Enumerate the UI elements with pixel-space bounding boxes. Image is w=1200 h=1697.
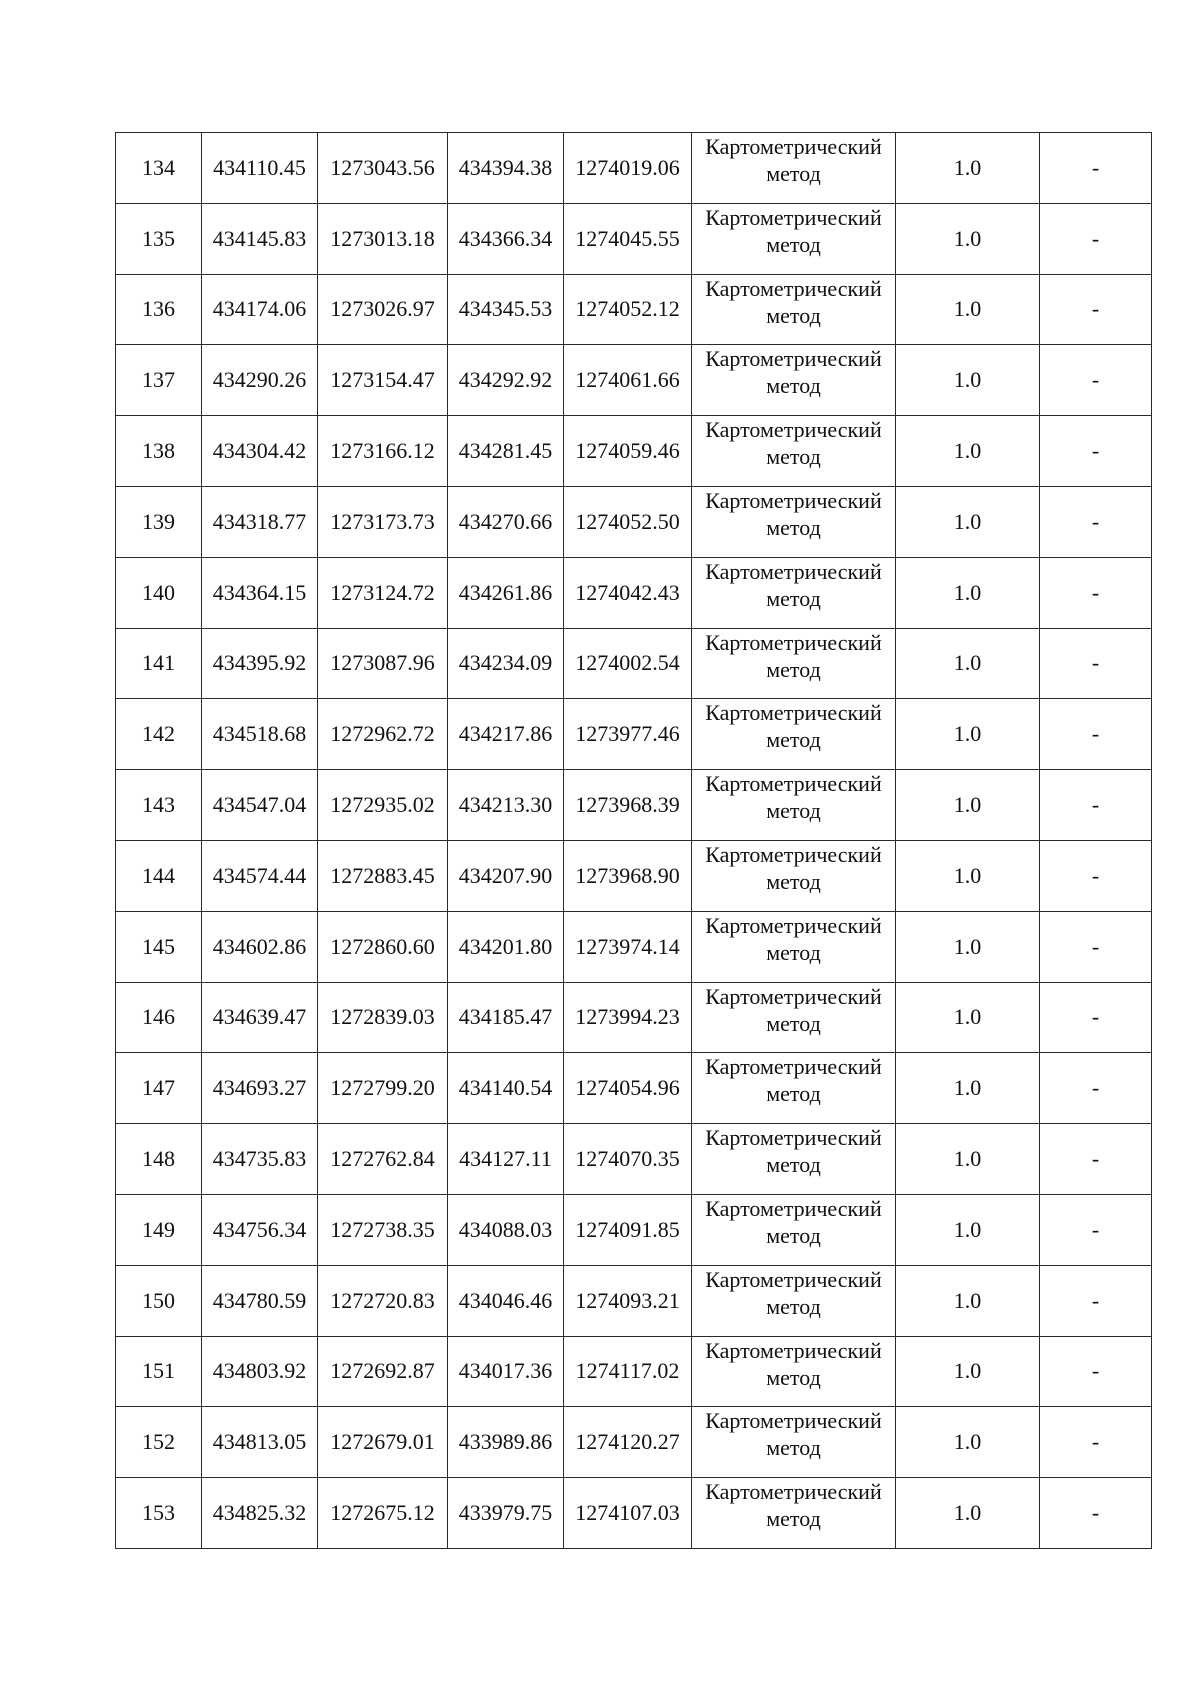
method-line-2: метод — [766, 585, 821, 611]
method-line-1: Картометрический — [705, 1125, 882, 1151]
method-line-1: Картометрический — [705, 841, 882, 867]
x-new-cell: 434127.11 — [448, 1124, 564, 1195]
x-new-cell: 434140.54 — [448, 1053, 564, 1124]
method-line-2: метод — [766, 514, 821, 540]
method-line-1: Картометрический — [705, 1408, 882, 1434]
x-old-cell: 434813.05 — [202, 1407, 318, 1478]
table-row — [116, 982, 1152, 1053]
note-cell: - — [1040, 628, 1152, 699]
x-old-cell: 434602.86 — [202, 911, 318, 982]
accuracy-cell: 1.0 — [896, 557, 1040, 628]
note-cell: - — [1040, 557, 1152, 628]
method-cell — [692, 557, 896, 628]
table-row — [116, 133, 1152, 204]
accuracy-cell: 1.0 — [896, 1194, 1040, 1265]
method-line-1: Картометрический — [705, 700, 882, 726]
y-old-cell: 1272799.20 — [318, 1053, 448, 1124]
y-old-cell: 1273026.97 — [318, 274, 448, 345]
table-row — [116, 911, 1152, 982]
x-new-cell: 434046.46 — [448, 1265, 564, 1336]
method-cell — [692, 1053, 896, 1124]
method-line-1: Картометрический — [705, 1337, 882, 1363]
accuracy-cell: 1.0 — [896, 1053, 1040, 1124]
accuracy-cell: 1.0 — [896, 1124, 1040, 1195]
y-old-cell: 1272860.60 — [318, 911, 448, 982]
y-new-cell: 1274120.27 — [564, 1407, 692, 1478]
point-number-cell: 134 — [116, 133, 202, 204]
y-new-cell: 1274059.46 — [564, 416, 692, 487]
accuracy-cell: 1.0 — [896, 982, 1040, 1053]
x-old-cell: 434290.26 — [202, 345, 318, 416]
point-number-cell: 142 — [116, 699, 202, 770]
accuracy-cell: 1.0 — [896, 203, 1040, 274]
note-cell: - — [1040, 1053, 1152, 1124]
point-number-cell: 147 — [116, 1053, 202, 1124]
y-new-cell: 1274042.43 — [564, 557, 692, 628]
y-new-cell: 1274052.50 — [564, 486, 692, 557]
method-cell — [692, 345, 896, 416]
point-number-cell: 135 — [116, 203, 202, 274]
x-old-cell: 434693.27 — [202, 1053, 318, 1124]
method-cell — [692, 1194, 896, 1265]
method-cell — [692, 699, 896, 770]
table-row — [116, 699, 1152, 770]
method-line-1: Картометрический — [705, 346, 882, 372]
y-new-cell: 1274061.66 — [564, 345, 692, 416]
y-old-cell: 1272762.84 — [318, 1124, 448, 1195]
y-new-cell: 1274091.85 — [564, 1194, 692, 1265]
x-old-cell: 434756.34 — [202, 1194, 318, 1265]
method-line-1: Картометрический — [705, 275, 882, 301]
x-old-cell: 434574.44 — [202, 840, 318, 911]
y-new-cell: 1273974.14 — [564, 911, 692, 982]
y-new-cell: 1274045.55 — [564, 203, 692, 274]
note-cell: - — [1040, 203, 1152, 274]
point-number-cell: 136 — [116, 274, 202, 345]
y-new-cell: 1273968.39 — [564, 770, 692, 841]
accuracy-cell: 1.0 — [896, 416, 1040, 487]
method-cell — [692, 274, 896, 345]
table-row — [116, 628, 1152, 699]
y-new-cell: 1274052.12 — [564, 274, 692, 345]
x-new-cell: 434345.53 — [448, 274, 564, 345]
method-line-2: метод — [766, 798, 821, 824]
accuracy-cell: 1.0 — [896, 274, 1040, 345]
table-row — [116, 416, 1152, 487]
method-cell — [692, 486, 896, 557]
note-cell: - — [1040, 416, 1152, 487]
y-old-cell: 1272883.45 — [318, 840, 448, 911]
x-new-cell: 434234.09 — [448, 628, 564, 699]
y-new-cell: 1274093.21 — [564, 1265, 692, 1336]
point-number-cell: 151 — [116, 1336, 202, 1407]
table-row — [116, 274, 1152, 345]
x-new-cell: 434366.34 — [448, 203, 564, 274]
y-old-cell: 1273087.96 — [318, 628, 448, 699]
point-number-cell: 145 — [116, 911, 202, 982]
y-new-cell: 1273968.90 — [564, 840, 692, 911]
method-cell — [692, 770, 896, 841]
x-old-cell: 434364.15 — [202, 557, 318, 628]
note-cell: - — [1040, 840, 1152, 911]
note-cell: - — [1040, 1336, 1152, 1407]
method-line-1: Картометрический — [705, 771, 882, 797]
method-line-1: Картометрический — [705, 417, 882, 443]
y-old-cell: 1272839.03 — [318, 982, 448, 1053]
x-new-cell: 434207.90 — [448, 840, 564, 911]
table-row — [116, 1053, 1152, 1124]
point-number-cell: 139 — [116, 486, 202, 557]
method-line-1: Картометрический — [705, 983, 882, 1009]
method-line-2: метод — [766, 1010, 821, 1036]
method-line-2: метод — [766, 1152, 821, 1178]
method-cell — [692, 1407, 896, 1478]
accuracy-cell: 1.0 — [896, 628, 1040, 699]
table-row — [116, 1124, 1152, 1195]
method-cell — [692, 1124, 896, 1195]
point-number-cell: 144 — [116, 840, 202, 911]
y-old-cell: 1273013.18 — [318, 203, 448, 274]
x-old-cell: 434825.32 — [202, 1478, 318, 1549]
note-cell: - — [1040, 770, 1152, 841]
table-row — [116, 345, 1152, 416]
method-cell — [692, 133, 896, 204]
method-line-2: метод — [766, 161, 821, 186]
x-new-cell: 434088.03 — [448, 1194, 564, 1265]
method-line-1: Картометрический — [705, 487, 882, 513]
method-cell — [692, 982, 896, 1053]
x-old-cell: 434803.92 — [202, 1336, 318, 1407]
y-old-cell: 1273173.73 — [318, 486, 448, 557]
point-number-cell: 149 — [116, 1194, 202, 1265]
accuracy-cell: 1.0 — [896, 133, 1040, 204]
y-new-cell: 1273977.46 — [564, 699, 692, 770]
x-old-cell: 434110.45 — [202, 133, 318, 204]
method-line-2: метод — [766, 656, 821, 682]
x-old-cell: 434174.06 — [202, 274, 318, 345]
note-cell: - — [1040, 1265, 1152, 1336]
method-cell — [692, 1478, 896, 1549]
x-old-cell: 434518.68 — [202, 699, 318, 770]
x-old-cell: 434547.04 — [202, 770, 318, 841]
accuracy-cell: 1.0 — [896, 345, 1040, 416]
x-old-cell: 434318.77 — [202, 486, 318, 557]
point-number-cell: 146 — [116, 982, 202, 1053]
point-number-cell: 148 — [116, 1124, 202, 1195]
method-cell — [692, 911, 896, 982]
method-line-1: Картометрический — [705, 558, 882, 584]
method-line-1: Картометрический — [705, 134, 882, 159]
x-new-cell: 433979.75 — [448, 1478, 564, 1549]
method-line-2: метод — [766, 231, 821, 257]
point-number-cell: 152 — [116, 1407, 202, 1478]
x-old-cell: 434735.83 — [202, 1124, 318, 1195]
point-number-cell: 141 — [116, 628, 202, 699]
accuracy-cell: 1.0 — [896, 1336, 1040, 1407]
note-cell: - — [1040, 1194, 1152, 1265]
point-number-cell: 143 — [116, 770, 202, 841]
y-old-cell: 1273154.47 — [318, 345, 448, 416]
accuracy-cell: 1.0 — [896, 699, 1040, 770]
x-old-cell: 434304.42 — [202, 416, 318, 487]
method-line-2: метод — [766, 1435, 821, 1461]
x-new-cell: 434281.45 — [448, 416, 564, 487]
y-new-cell: 1274019.06 — [564, 133, 692, 204]
accuracy-cell: 1.0 — [896, 840, 1040, 911]
accuracy-cell: 1.0 — [896, 486, 1040, 557]
table-row — [116, 1194, 1152, 1265]
table-row — [116, 486, 1152, 557]
x-new-cell: 434292.92 — [448, 345, 564, 416]
point-number-cell: 150 — [116, 1265, 202, 1336]
method-line-2: метод — [766, 1506, 821, 1532]
accuracy-cell: 1.0 — [896, 1407, 1040, 1478]
table-row — [116, 770, 1152, 841]
note-cell: - — [1040, 982, 1152, 1053]
accuracy-cell: 1.0 — [896, 1265, 1040, 1336]
table-row — [116, 203, 1152, 274]
accuracy-cell: 1.0 — [896, 770, 1040, 841]
accuracy-cell: 1.0 — [896, 911, 1040, 982]
method-line-2: метод — [766, 939, 821, 965]
note-cell: - — [1040, 345, 1152, 416]
y-old-cell: 1272679.01 — [318, 1407, 448, 1478]
x-new-cell: 434017.36 — [448, 1336, 564, 1407]
x-new-cell: 434217.86 — [448, 699, 564, 770]
x-new-cell: 434261.86 — [448, 557, 564, 628]
table-row — [116, 1265, 1152, 1336]
x-old-cell: 434145.83 — [202, 203, 318, 274]
x-old-cell: 434395.92 — [202, 628, 318, 699]
x-new-cell: 433989.86 — [448, 1407, 564, 1478]
note-cell: - — [1040, 486, 1152, 557]
note-cell: - — [1040, 1478, 1152, 1549]
note-cell: - — [1040, 911, 1152, 982]
method-line-1: Картометрический — [705, 629, 882, 655]
method-line-2: метод — [766, 868, 821, 894]
x-new-cell: 434213.30 — [448, 770, 564, 841]
x-new-cell: 434185.47 — [448, 982, 564, 1053]
method-line-2: метод — [766, 727, 821, 753]
y-old-cell: 1272738.35 — [318, 1194, 448, 1265]
method-cell — [692, 1265, 896, 1336]
method-cell — [692, 628, 896, 699]
y-new-cell: 1274070.35 — [564, 1124, 692, 1195]
method-line-1: Картометрический — [705, 1054, 882, 1080]
table-row — [116, 557, 1152, 628]
method-cell — [692, 840, 896, 911]
x-new-cell: 434270.66 — [448, 486, 564, 557]
coordinates-table-body — [116, 133, 1152, 1549]
method-line-2: метод — [766, 302, 821, 328]
x-old-cell: 434780.59 — [202, 1265, 318, 1336]
accuracy-cell: 1.0 — [896, 1478, 1040, 1549]
coordinates-table — [115, 132, 1152, 1549]
y-new-cell: 1274117.02 — [564, 1336, 692, 1407]
method-cell — [692, 1336, 896, 1407]
table-row — [116, 840, 1152, 911]
x-new-cell: 434394.38 — [448, 133, 564, 204]
table-row — [116, 1407, 1152, 1478]
method-line-1: Картометрический — [705, 204, 882, 230]
method-line-1: Картометрический — [705, 1479, 882, 1505]
note-cell: - — [1040, 1407, 1152, 1478]
y-old-cell: 1273124.72 — [318, 557, 448, 628]
point-number-cell: 140 — [116, 557, 202, 628]
method-line-1: Картометрический — [705, 1266, 882, 1292]
note-cell: - — [1040, 1124, 1152, 1195]
method-line-1: Картометрический — [705, 1195, 882, 1221]
method-line-2: метод — [766, 1222, 821, 1248]
table-row — [116, 1478, 1152, 1549]
method-line-1: Картометрический — [705, 912, 882, 938]
y-old-cell: 1272935.02 — [318, 770, 448, 841]
y-old-cell: 1273166.12 — [318, 416, 448, 487]
x-new-cell: 434201.80 — [448, 911, 564, 982]
y-old-cell: 1272692.87 — [318, 1336, 448, 1407]
method-cell — [692, 416, 896, 487]
note-cell: - — [1040, 699, 1152, 770]
y-new-cell: 1274002.54 — [564, 628, 692, 699]
method-line-2: метод — [766, 1364, 821, 1390]
y-new-cell: 1274054.96 — [564, 1053, 692, 1124]
point-number-cell: 137 — [116, 345, 202, 416]
x-old-cell: 434639.47 — [202, 982, 318, 1053]
method-line-2: метод — [766, 1293, 821, 1319]
note-cell: - — [1040, 133, 1152, 204]
method-line-2: метод — [766, 373, 821, 399]
y-new-cell: 1273994.23 — [564, 982, 692, 1053]
y-old-cell: 1272962.72 — [318, 699, 448, 770]
method-line-2: метод — [766, 444, 821, 470]
method-cell — [692, 203, 896, 274]
method-line-2: метод — [766, 1081, 821, 1107]
y-old-cell: 1272720.83 — [318, 1265, 448, 1336]
point-number-cell: 153 — [116, 1478, 202, 1549]
table-row — [116, 1336, 1152, 1407]
y-old-cell: 1272675.12 — [318, 1478, 448, 1549]
point-number-cell: 138 — [116, 416, 202, 487]
y-old-cell: 1273043.56 — [318, 133, 448, 204]
note-cell: - — [1040, 274, 1152, 345]
y-new-cell: 1274107.03 — [564, 1478, 692, 1549]
